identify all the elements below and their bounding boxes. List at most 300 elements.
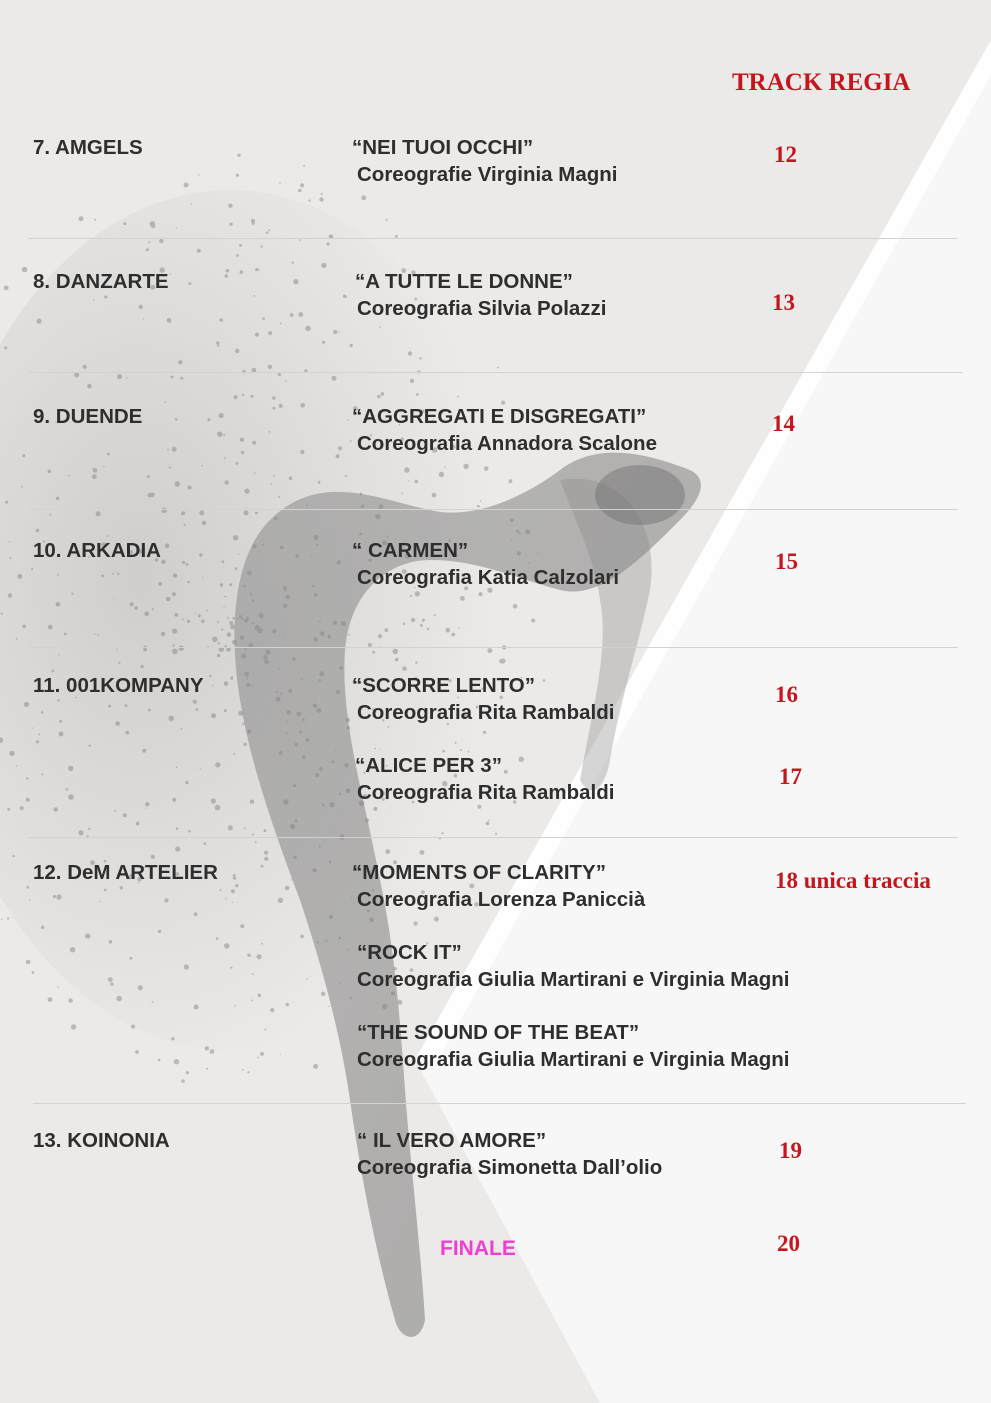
speckle [220, 583, 223, 586]
speckle [136, 822, 140, 826]
speckle [255, 512, 258, 515]
speckle [257, 1057, 259, 1059]
speckle [112, 573, 114, 575]
speckle [343, 295, 346, 298]
speckle [241, 451, 244, 454]
speckle [161, 632, 165, 636]
speckle [224, 681, 229, 686]
piece-title: “ IL VERO AMORE” [357, 1129, 547, 1152]
speckle [93, 300, 95, 302]
track-number: 15 [775, 549, 798, 574]
speckle [415, 591, 420, 596]
speckle [142, 749, 146, 753]
speckle [32, 728, 33, 729]
speckle [264, 857, 268, 861]
speckle [167, 449, 169, 451]
speckle [41, 711, 44, 714]
speckle [222, 560, 225, 563]
speckle [138, 985, 143, 990]
speckle [252, 973, 254, 975]
speckle [348, 419, 350, 421]
speckle [278, 898, 283, 903]
speckle [233, 753, 235, 755]
speckle [300, 403, 305, 408]
speckle [161, 560, 165, 564]
speckle [410, 379, 414, 383]
speckle [199, 553, 202, 556]
speckle [113, 598, 114, 599]
speckle [223, 434, 225, 436]
speckle [460, 749, 462, 751]
speckle [232, 902, 233, 903]
speckle [85, 933, 90, 938]
speckle [278, 373, 281, 376]
speckle [260, 1052, 264, 1056]
speckle [194, 912, 198, 916]
piece-credit: Coreografia Annadora Scalone [357, 432, 657, 455]
speckle [308, 199, 310, 201]
speckle [151, 855, 155, 859]
speckle [264, 829, 267, 832]
speckle [219, 413, 224, 418]
speckle [509, 479, 513, 483]
speckle [415, 661, 417, 663]
speckle [181, 728, 183, 730]
speckle [64, 633, 67, 636]
speckle [299, 239, 301, 241]
speckle [224, 943, 230, 949]
speckle [9, 541, 10, 542]
speckle [262, 317, 265, 320]
speckle [93, 468, 98, 473]
piece-credit: Coreografia Simonetta Dall’olio [357, 1156, 663, 1179]
speckle [206, 1068, 208, 1070]
piece-title: “MOMENTS OF CLARITY” [352, 861, 606, 884]
speckle [411, 618, 415, 622]
speckle [221, 629, 223, 631]
speckle [180, 377, 183, 380]
speckle [4, 286, 9, 291]
piece-credit: Coreografia Rita Rambaldi [357, 701, 615, 724]
speckle [240, 270, 244, 274]
speckle [247, 954, 250, 957]
speckle [350, 440, 352, 442]
speckle [228, 204, 232, 208]
speckle [232, 617, 235, 620]
speckle [442, 750, 445, 753]
speckle [58, 654, 59, 655]
speckle [229, 223, 232, 226]
speckle [488, 820, 490, 822]
speckle [71, 1024, 76, 1029]
speckle [442, 832, 444, 834]
speckle [117, 573, 119, 575]
speckle [168, 716, 174, 722]
speckle [22, 454, 25, 457]
speckle [175, 418, 178, 421]
speckle [209, 675, 211, 677]
speckle [463, 464, 468, 469]
speckle [175, 846, 180, 851]
speckle [218, 642, 220, 644]
speckle [181, 511, 185, 515]
speckle [145, 802, 149, 806]
speckle [298, 189, 302, 193]
speckle [220, 889, 222, 891]
speckle [173, 573, 177, 577]
speckle [223, 607, 224, 608]
speckle [497, 367, 499, 369]
speckle [350, 344, 353, 347]
speckle [201, 465, 202, 466]
speckle [181, 1079, 184, 1082]
speckle [361, 195, 366, 200]
speckle [148, 709, 151, 712]
speckle [238, 554, 239, 555]
speckle [303, 165, 305, 167]
speckle [68, 998, 72, 1002]
speckle [270, 483, 272, 485]
speckle [37, 319, 42, 324]
speckle [114, 810, 116, 812]
speckle [484, 466, 489, 471]
speckle [236, 254, 239, 257]
speckle [115, 721, 120, 726]
speckle [432, 493, 437, 498]
speckle [68, 766, 73, 771]
speckle [120, 886, 124, 890]
speckle [97, 634, 99, 636]
speckle [195, 612, 196, 613]
speckle [48, 997, 53, 1002]
speckle [272, 396, 275, 399]
speckle [8, 593, 13, 598]
speckle [395, 658, 399, 662]
speckle [201, 620, 205, 624]
speckle [272, 407, 275, 410]
speckle [108, 705, 111, 708]
track-number: 19 [779, 1138, 802, 1163]
speckle [172, 592, 176, 596]
speckle [143, 318, 144, 319]
speckle [333, 330, 337, 334]
speckle [217, 654, 220, 657]
speckle [57, 699, 59, 701]
speckle [4, 346, 7, 349]
piece-title: “NEI TUOI OCCHI” [352, 136, 534, 159]
row-divider [28, 509, 958, 510]
speckle [415, 480, 419, 484]
speckle [94, 634, 95, 635]
speckle [68, 794, 74, 800]
speckle [348, 634, 350, 636]
speckle [202, 521, 206, 525]
speckle [184, 964, 189, 969]
speckle [236, 174, 239, 177]
speckle [224, 457, 226, 459]
speckle [322, 341, 325, 344]
speckle [255, 841, 257, 843]
speckle [204, 842, 207, 845]
speckle [504, 770, 508, 774]
speckle [332, 376, 337, 381]
speckle [410, 595, 412, 597]
speckle [240, 924, 244, 928]
speckle [66, 788, 69, 791]
speckle [148, 241, 150, 243]
speckle [42, 773, 44, 775]
speckle [26, 798, 30, 802]
speckle [434, 614, 436, 616]
piece-title: “THE SOUND OF THE BEAT” [357, 1021, 640, 1044]
speckle [212, 637, 218, 643]
speckle [200, 768, 201, 769]
speckle [12, 855, 14, 857]
speckle [328, 1006, 329, 1007]
speckle [321, 193, 323, 195]
speckle [123, 222, 126, 225]
speckle [130, 602, 134, 606]
speckle [268, 229, 270, 231]
speckle [211, 713, 216, 718]
speckle [152, 1001, 154, 1003]
speckle [224, 274, 228, 278]
piece-title: “AGGREGATI E DISGREGATI” [352, 405, 647, 428]
speckle [215, 762, 220, 767]
speckle [217, 432, 222, 437]
speckle [253, 295, 255, 297]
track-number: 14 [772, 411, 795, 436]
speckle [402, 666, 407, 671]
speckle [147, 475, 150, 478]
speckle [379, 749, 380, 750]
speckle [338, 332, 339, 333]
speckle [104, 889, 107, 892]
speckle [226, 269, 230, 273]
speckle [408, 351, 412, 355]
speckle [500, 658, 505, 663]
speckle [197, 249, 201, 253]
track-number: 13 [772, 290, 795, 315]
speckle [403, 623, 406, 626]
speckle [420, 624, 423, 627]
speckle [71, 593, 73, 595]
speckle [202, 577, 203, 578]
speckle [279, 182, 281, 184]
speckle [408, 480, 409, 481]
speckle [381, 392, 385, 396]
speckle [16, 638, 18, 640]
speckle [178, 360, 182, 364]
speckle [99, 901, 101, 903]
row-divider [28, 837, 958, 838]
speckle [543, 679, 546, 682]
speckle [36, 529, 40, 533]
speckle [531, 619, 535, 623]
speckle [56, 894, 61, 899]
speckle [455, 742, 457, 744]
speckle [177, 614, 179, 616]
speckle [146, 248, 149, 251]
speckle [56, 602, 61, 607]
group-name: 9. DUENDE [33, 405, 143, 428]
speckle [48, 470, 52, 474]
speckle [451, 633, 455, 637]
speckle [478, 592, 482, 596]
speckle [291, 879, 292, 880]
speckle [444, 466, 446, 468]
speckle [385, 849, 390, 854]
speckle [393, 649, 399, 655]
speckle [237, 154, 240, 157]
speckle [172, 649, 178, 655]
speckle [170, 274, 171, 275]
speckle [41, 926, 44, 929]
speckle [336, 454, 340, 458]
speckle [228, 825, 233, 830]
speckle [31, 568, 33, 570]
speckle [480, 500, 482, 502]
speckle [280, 1054, 281, 1055]
speckle [145, 808, 146, 809]
track-number: 12 [774, 142, 797, 167]
speckle [96, 511, 101, 516]
speckle [110, 982, 113, 985]
speckle [108, 977, 113, 982]
speckle [477, 505, 480, 508]
speckle [172, 798, 176, 802]
speckle [94, 219, 96, 221]
speckle [231, 676, 233, 678]
speckle [48, 625, 53, 630]
speckle [300, 450, 304, 454]
speckle [109, 940, 113, 944]
speckle [89, 745, 91, 747]
speckle [483, 731, 486, 734]
speckle [169, 466, 171, 468]
speckle [176, 228, 177, 229]
speckle [118, 662, 120, 664]
speckle [261, 865, 264, 868]
speckle [233, 876, 236, 879]
speckle [216, 937, 219, 940]
speckle [280, 323, 282, 325]
speckle [265, 1028, 267, 1030]
speckle [292, 262, 294, 264]
speckle [300, 935, 304, 939]
piece-credit: Coreografia Rita Rambaldi [357, 781, 615, 804]
speckle [327, 242, 330, 245]
speckle [207, 418, 210, 421]
speckle [240, 438, 244, 442]
speckle [185, 781, 188, 784]
speckle [7, 808, 10, 811]
speckle [129, 957, 132, 960]
speckle [243, 510, 248, 515]
speckle [229, 621, 233, 625]
speckle [57, 987, 58, 988]
speckle [191, 203, 192, 204]
speckle [53, 807, 58, 812]
speckle [70, 947, 75, 952]
speckle [266, 231, 269, 234]
speckle [477, 805, 481, 809]
speckle [487, 648, 492, 653]
speckle [165, 544, 170, 549]
row-divider [28, 372, 963, 373]
speckle [126, 377, 128, 379]
speckle [107, 453, 110, 456]
speckle [457, 396, 459, 398]
speckle [187, 620, 190, 623]
track-regia-header: TRACK REGIA [732, 69, 911, 96]
speckle [224, 709, 227, 712]
speckle [251, 1000, 253, 1002]
speckle [1, 919, 3, 921]
speckle [285, 1003, 289, 1007]
speckle [229, 583, 232, 586]
speckle [244, 489, 249, 494]
speckle [255, 333, 259, 337]
speckle [386, 219, 388, 221]
speckle [439, 472, 444, 477]
speckle [372, 651, 375, 654]
speckle [468, 751, 470, 753]
speckle [188, 830, 191, 833]
speckle [104, 295, 107, 298]
speckle [176, 827, 179, 830]
speckle [242, 723, 244, 725]
finale-label: FINALE [440, 1237, 516, 1260]
speckle [22, 625, 26, 629]
speckle [458, 627, 460, 629]
speckle [345, 475, 347, 477]
speckle [250, 800, 254, 804]
speckle [131, 1025, 135, 1029]
speckle [234, 1005, 236, 1007]
speckle [231, 889, 235, 893]
speckle [49, 514, 51, 516]
speckle [101, 575, 104, 578]
speckle [519, 757, 524, 762]
speckle [206, 610, 208, 612]
speckle [252, 221, 255, 224]
piece-title: “A TUTTE LE DONNE” [355, 270, 573, 293]
row-divider [28, 238, 958, 239]
speckle [401, 492, 403, 494]
speckle [188, 486, 192, 490]
speckle [171, 376, 174, 379]
speckle [194, 1005, 199, 1010]
speckle [210, 1049, 215, 1054]
speckle [230, 967, 232, 969]
speckle [24, 702, 29, 707]
speckle [236, 462, 239, 465]
speckle [124, 704, 127, 707]
speckle [140, 665, 143, 668]
speckle [495, 833, 497, 835]
speckle [173, 644, 175, 646]
speckle [144, 612, 149, 617]
speckle [188, 282, 191, 285]
speckle [52, 670, 55, 673]
speckle [123, 813, 127, 817]
speckle [254, 472, 256, 474]
speckle [26, 960, 31, 965]
speckle [172, 447, 177, 452]
piece-credit: Coreografia Giulia Martirani e Virginia Magni [357, 1048, 790, 1071]
speckle [227, 632, 232, 637]
